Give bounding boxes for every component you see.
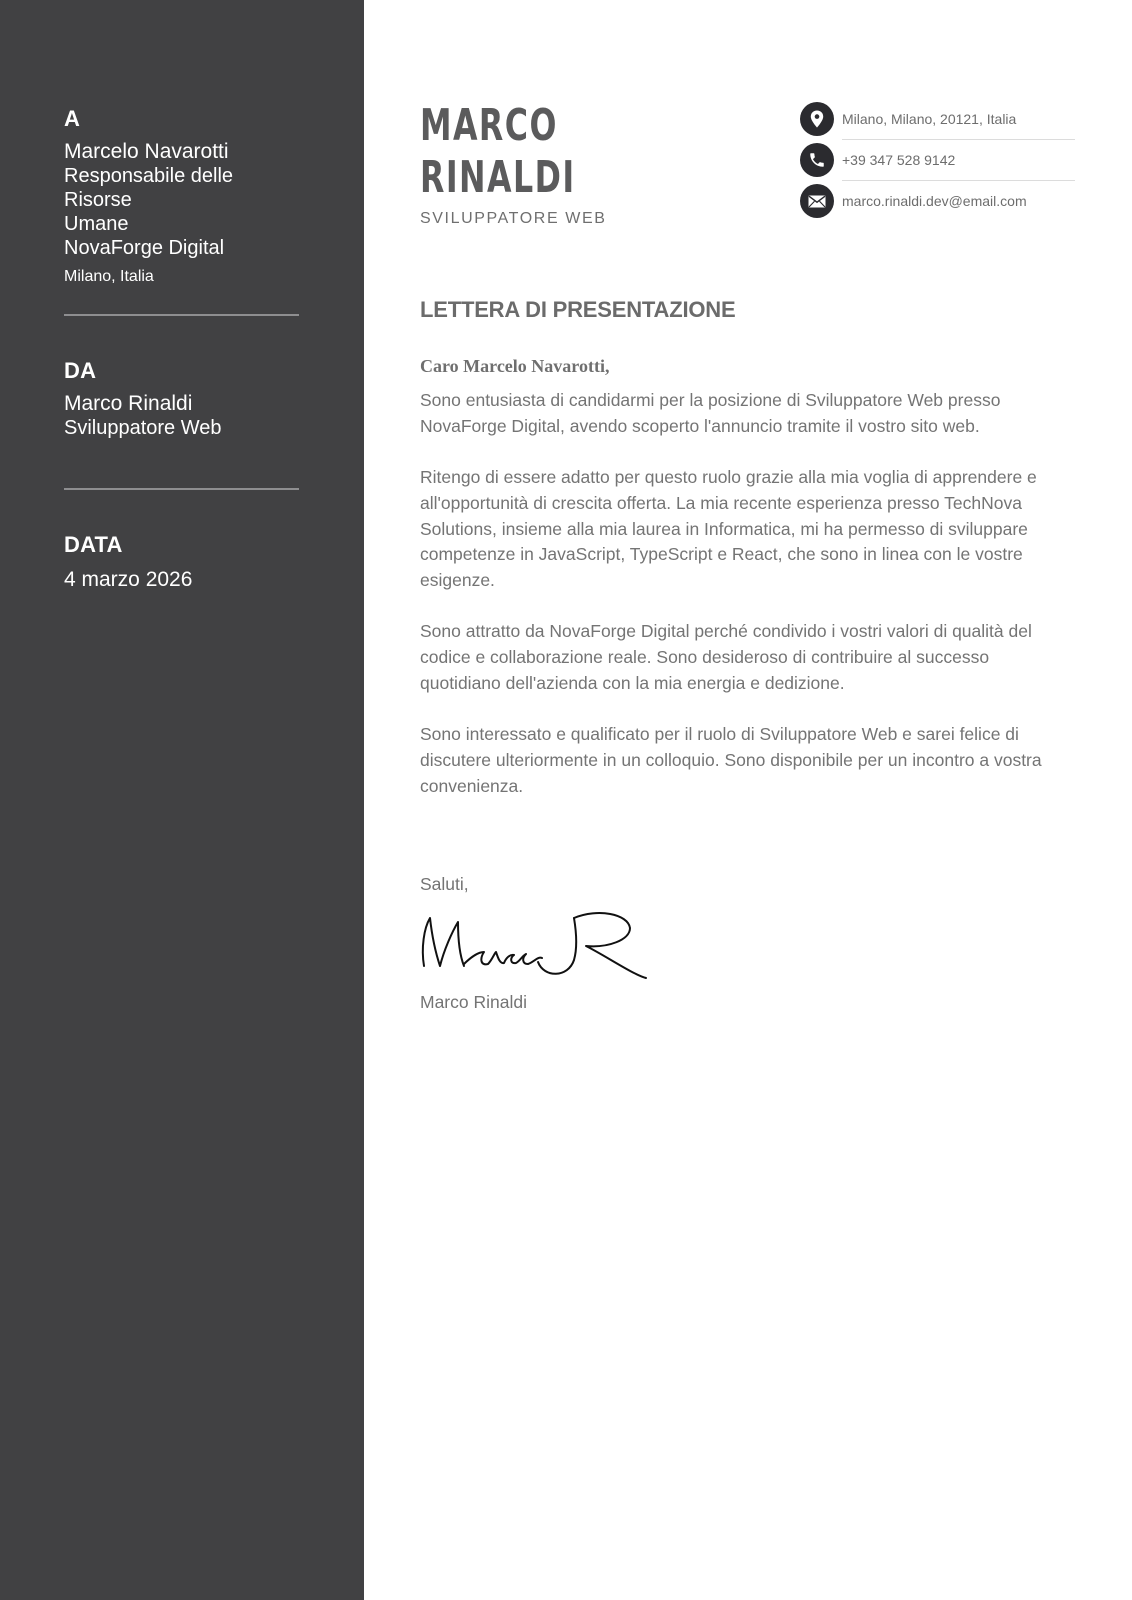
letter-heading: LETTERA DI PRESENTAZIONE [420,297,736,322]
contact-address-text: Milano, Milano, 20121, Italia [842,111,1017,127]
closing: Saluti, [420,874,469,894]
letter-paragraph: Sono interessato e qualificato per il ruolo di Sviluppatore Web e sarei felice di discutere ulteriormente in un colloquio. Sono disponibile per un incontro a vostra convenienza. [420,724,1042,796]
sender-heading: DA [64,358,97,383]
date-section [64,532,300,592]
first-name: MARCO [420,100,558,151]
last-name: RINALDI [420,152,576,203]
contact-separator [842,139,1075,140]
signer-name: Marco Rinaldi [420,992,527,1012]
recipient-heading: A [64,106,81,131]
contact-email [800,184,1075,225]
recipient-company: NovaForge Digital [64,237,225,259]
contact-address [800,102,1075,143]
recipient-section [64,106,300,286]
name-header [420,100,636,228]
recipient-role-line2: Umane [64,213,129,235]
signature-image [418,908,654,988]
sidebar [0,0,364,1600]
phone-icon [800,143,834,177]
greeting: Caro Marcelo Navarotti, [420,356,610,376]
sidebar-divider [64,488,299,490]
recipient-location: Milano, Italia [64,268,154,285]
location-pin-icon [800,102,834,136]
letter-body [420,388,1070,825]
sidebar-divider [64,314,299,316]
letter-date: 4 marzo 2026 [64,568,193,591]
letter-paragraph: Sono attratto da NovaForge Digital perché condivido i vostri valori di qualità del codice e collaborazione reale. Sono desideroso di contribuire al successo quotidiano dell'azienda con la mia energia e dedizione. [420,621,1032,693]
sender-name: Marco Rinaldi [64,392,193,415]
contact-list [800,102,1075,225]
letter-paragraph: Sono entusiasta di candidarmi per la posizione di Sviluppatore Web presso NovaForge Digital, avendo scoperto l'annuncio tramite il vostro sito web. [420,390,1001,436]
recipient-name: Marcelo Navarotti [64,140,229,163]
contact-separator [842,180,1075,181]
contact-email-text: marco.rinaldi.dev@email.com [842,193,1027,209]
job-title: SVILUPPATORE WEB [420,210,607,227]
contact-phone [800,143,1075,184]
recipient-role-line1: Responsabile delle Risorse [64,165,234,211]
email-icon [800,184,834,218]
sender-section [64,358,300,440]
sender-role: Sviluppatore Web [64,417,222,439]
date-heading: DATA [64,532,123,557]
contact-phone-text: +39 347 528 9142 [842,152,956,168]
letter-paragraph: Ritengo di essere adatto per questo ruolo grazie alla mia voglia di apprendere e all'opportunità di crescita offerta. La mia recente esperienza presso TechNova Solutions, insieme alla mia laurea in Informatica, mi ha permesso di sviluppare competenze in JavaScript, TypeScript e React, che sono in linea con le vostre esigenze. [420,467,1037,590]
